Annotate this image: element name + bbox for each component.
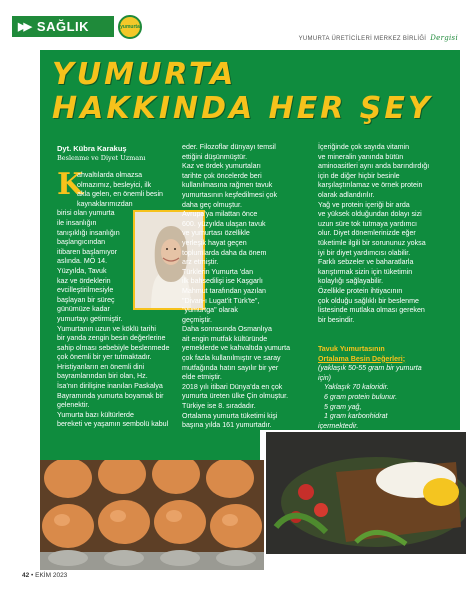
text-line: mutfağında hatırı sayılır bir yer: [182, 363, 279, 372]
text-line: yemeklerde ve kahvaltıda yumurta: [182, 344, 291, 353]
text-line: çok fazla kullanılmıştır ve saray: [182, 354, 281, 363]
text-line: "yumurtga" olarak: [182, 306, 238, 315]
text-line: ahvaltılarda olmazsa: [77, 171, 143, 179]
text-line: aminoasitleri aynı anda barındırdığı: [318, 162, 430, 171]
eggs-photo: [40, 460, 264, 570]
nutrition-item: 1 gram karbonhidrat: [324, 412, 388, 421]
section-label: SAĞLIK: [36, 19, 90, 34]
nutrition-item: 6 gram protein bulunur.: [324, 392, 398, 401]
text-line: olarak adlandırılır.: [318, 190, 375, 199]
text-line: ile insanlığın: [57, 218, 97, 227]
text-line: bir besindir.: [318, 315, 355, 324]
text-line: kullanılmasına rağmen tavuk: [182, 181, 273, 190]
text-line: Yüzyılda, Tavuk: [57, 266, 107, 275]
nutrition-item: Yaklaşık 70 kaloridir.: [324, 383, 389, 392]
text-line: akla gelen, en önemli besin: [77, 190, 163, 199]
text-line: çok önemli bir yer tutmaktadır.: [57, 353, 152, 362]
nutrition-box: [318, 345, 446, 431]
text-line: çok olduğu sağlıklı bir beslenme: [318, 296, 419, 305]
text-line: eder. Filozoflar dünyayı temsil: [182, 143, 276, 151]
text-line: karşılaştırılamaz ve örnek protein: [318, 181, 423, 190]
text-line: Özellikle protein ihtiyacının: [318, 286, 403, 295]
text-line: Yumurtanın uzun ve köklü tarihi: [57, 324, 156, 333]
nutrition-item: 5 gram yağ,: [324, 402, 362, 411]
egg-carton-image: [40, 460, 264, 570]
text-line: ettiğini düşünmüştür.: [182, 152, 248, 161]
page-footer: [22, 572, 67, 579]
text-line: Hristiyanların en önemli dini: [57, 362, 145, 371]
text-line: geçmiştir.: [182, 315, 212, 324]
text-line: başına yılda 161 yumurtadır.: [182, 421, 272, 430]
text-line: yumurtasının keşfedilmesi çok: [182, 190, 278, 199]
section-tag: [12, 16, 114, 37]
page-header: [0, 0, 474, 40]
text-line: Mahmut tarafından yazılan: [182, 286, 266, 295]
text-line: bereketi ve yaşamın sembolü kabul: [57, 420, 169, 429]
text-line: Türklerin Yumurta 'dan: [182, 267, 254, 276]
text-line: başlayan bir süreç: [57, 295, 115, 304]
text-line: olmazımız, besleyici, ilk: [77, 180, 152, 189]
text-line: 600. yüzyılda ulaşan tavuk: [182, 219, 266, 228]
footer-separator: •: [31, 572, 36, 579]
text-line: ait engin mutfak kültüründe: [182, 334, 268, 343]
text-line: yumurta üreten ülke Çin olmuştur.: [182, 392, 289, 401]
text-line: Türkiye ise 8. sıradadır.: [182, 402, 256, 411]
text-line: kaynaklarımızdan: [77, 199, 133, 208]
text-line: toplumlarda daha da önem: [182, 248, 267, 257]
text-line: olur. Diyet dönemlerinizde eğer: [318, 229, 416, 238]
text-line: Bayramında yumurta boyamak bir: [57, 391, 164, 400]
text-line: bir yanda zengin besin değerlerine: [57, 334, 166, 343]
text-line: bayramlarından biri olan, Hz.: [57, 372, 148, 381]
text-line: tanışıklığı insanlığın: [57, 228, 120, 237]
breakfast-photo: [266, 432, 466, 554]
text-line: Avrupa'ya milattan önce: [182, 210, 258, 219]
text-line: başlangıcından: [57, 238, 106, 247]
nutrition-title-1: Tavuk Yumurtasının: [318, 345, 385, 353]
page-number: 42: [22, 572, 30, 579]
text-line: Ortalama yumurta tüketimi kişi: [182, 411, 278, 420]
text-line: yumurtayı getirmiştir.: [57, 314, 123, 323]
article-column-2: [182, 143, 300, 431]
author-name: Dyt. Kübra Karakuş: [57, 144, 127, 153]
text-line: kaz ve ördeklerin: [57, 276, 111, 285]
text-line: 2018 yılı itibari Dünya'da en çok: [182, 382, 283, 391]
title-line-2: HAKKINDA HER ŞEY: [52, 91, 433, 126]
text-line: günümüze kadar: [57, 305, 110, 314]
text-line: Kaz ve ördek yumurtaları: [182, 162, 261, 171]
text-line: Yağ ve protein içeriği bir arda: [318, 200, 410, 209]
article-title: [52, 58, 452, 126]
text-line: Daha sonrasında Osmanlıya: [182, 325, 272, 334]
text-line: "Divan-ı Lugat'it Türk'te",: [182, 296, 260, 305]
logo-text: yumurta: [120, 24, 140, 30]
text-line: birisi olan yumurta: [57, 209, 115, 218]
text-line: itibaren başlamıyor: [57, 247, 117, 256]
text-line: tüketimle ilgili bir sorununuz yoksa: [318, 238, 426, 247]
text-line: kolaylığı sağlayabilir.: [318, 277, 384, 286]
text-line: elde etmiştir.: [182, 373, 222, 382]
text-line: evcilleştirilmesiyle: [57, 286, 114, 295]
organization-name: [299, 34, 458, 42]
text-line: gelenektir.: [57, 401, 90, 410]
text-line: listesinde mutlaka olması gereken: [318, 306, 425, 315]
text-line: sahip olması sebebiyle beslenmede: [57, 343, 170, 352]
toast-with-egg-image: [266, 432, 466, 554]
brand-logo: [118, 15, 142, 39]
author-block: [57, 144, 145, 162]
drop-cap: K: [57, 167, 84, 202]
text-line: uzun süre tok tutmaya yardımcı: [318, 219, 417, 228]
text-line: yerleşik hayat geçen: [182, 238, 247, 247]
text-line: daha geç olmuştur.: [182, 200, 242, 209]
text-line: iyi bir diyet yardımcısı olabilir.: [318, 248, 411, 257]
nutrition-list: [318, 383, 446, 431]
text-line: ve mineralin yanında bütün: [318, 152, 404, 161]
nutrition-item: içermektedir.: [318, 421, 359, 430]
author-role: Beslenme ve Diyet Uzmanı: [57, 154, 146, 162]
text-line: arz etmiştir.: [182, 258, 219, 267]
org-text: YUMURTA ÜRETİCİLERİ MERKEZ BİRLİĞİ: [298, 36, 427, 42]
nutrition-title-2: Ortalama Besin Değerleri;: [318, 354, 406, 363]
text-line: ve yüksek olduğundan dolayı sizi: [318, 210, 422, 219]
title-line-1: YUMURTA: [52, 57, 237, 92]
text-line: Yumurta bazı kültürlerde: [57, 410, 134, 419]
text-line: İçeriğinde çok sayıda vitamin: [318, 143, 410, 151]
nutrition-subtitle-2: için): [318, 373, 332, 382]
article-column-3: [318, 143, 446, 325]
text-line: için de diğer hiçbir besinle: [318, 171, 400, 180]
double-arrow-icon: ▶▶: [18, 21, 29, 33]
text-line: Farklı sebzeler ve baharatlarla: [318, 258, 414, 267]
text-line: aslında. MÖ 14.: [57, 257, 108, 266]
issue-date: EKİM 2023: [35, 572, 68, 579]
text-line: İsa'nın dirilişine inanılan Paskalya: [57, 382, 163, 391]
text-line: tarihte çok öncelerde beri: [182, 171, 262, 180]
text-line: ve yumurtası özellikle: [182, 229, 250, 238]
text-line: karıştırmak sizin için tüketimin: [318, 267, 413, 276]
text-line: ilk bahsedilişi ise Kaşgarlı: [182, 277, 263, 286]
org-script: Dergisi: [430, 34, 458, 42]
nutrition-subtitle-1: (yaklaşık 50-55 gram bir yumurta: [318, 364, 422, 373]
